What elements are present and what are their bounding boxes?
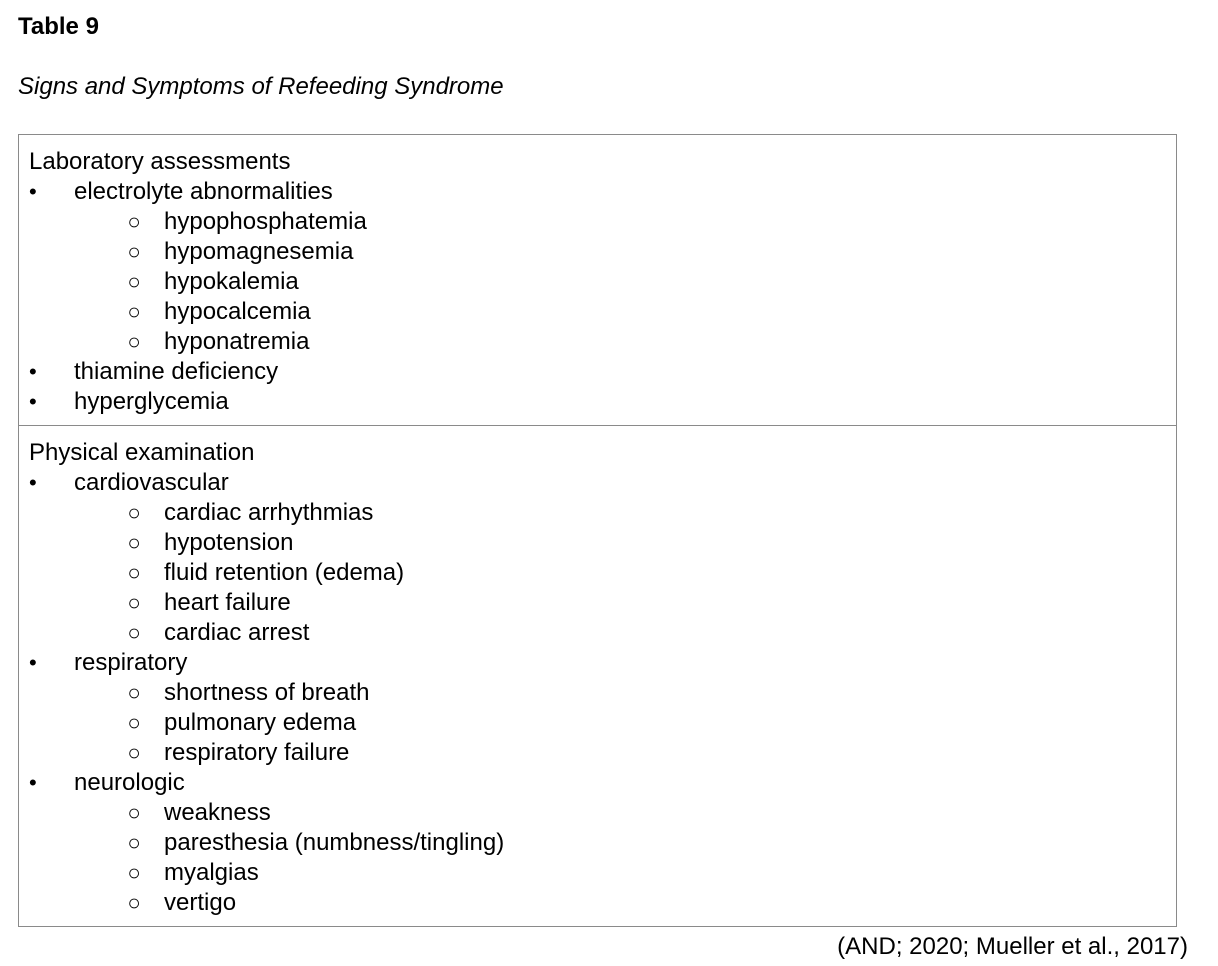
subitem-label: cardiac arrest xyxy=(164,619,310,646)
list-item xyxy=(29,768,1166,918)
list-item xyxy=(29,387,1166,417)
section-laboratory-assessments xyxy=(19,135,1177,426)
sub-list-item xyxy=(74,708,1166,738)
signs-symptoms-table xyxy=(18,134,1177,927)
list-item xyxy=(29,468,1166,648)
list-item xyxy=(29,648,1166,768)
sub-list-item xyxy=(74,798,1166,828)
bullet-disc-icon: • xyxy=(29,650,37,675)
section-physical-examination xyxy=(19,426,1177,927)
bullet-circle-icon: ○ xyxy=(127,680,141,705)
bullet-disc-icon: • xyxy=(29,179,37,204)
table-caption: Signs and Symptoms of Refeeding Syndrome xyxy=(18,73,504,100)
subitem-label: hypomagnesemia xyxy=(164,238,354,265)
sub-list-item xyxy=(74,828,1166,858)
subitem-list xyxy=(74,498,1166,648)
sub-list-item xyxy=(74,888,1166,918)
subitem-label: weakness xyxy=(164,799,271,826)
subitem-label: hypotension xyxy=(164,529,294,556)
subitem-label: paresthesia (numbness/tingling) xyxy=(164,829,505,856)
sub-list-item xyxy=(74,498,1166,528)
subitem-label: cardiac arrhythmias xyxy=(164,499,374,526)
bullet-circle-icon: ○ xyxy=(127,590,141,615)
table-row xyxy=(19,426,1177,927)
sub-list-item xyxy=(74,327,1166,357)
subitem-label: vertigo xyxy=(164,889,237,916)
sub-list-item xyxy=(74,237,1166,267)
item-label: neurologic xyxy=(74,769,185,796)
bullet-disc-icon: • xyxy=(29,770,37,795)
item-label: cardiovascular xyxy=(74,469,229,496)
sub-list-item xyxy=(74,618,1166,648)
bullet-circle-icon: ○ xyxy=(127,500,141,525)
section-heading: Physical examination xyxy=(29,439,255,466)
sub-list-item xyxy=(74,297,1166,327)
sub-list-item xyxy=(74,678,1166,708)
bullet-circle-icon: ○ xyxy=(127,890,141,915)
item-list xyxy=(29,468,1166,918)
bullet-circle-icon: ○ xyxy=(127,620,141,645)
citation: (AND; 2020; Mueller et al., 2017) xyxy=(837,933,1188,960)
bullet-circle-icon: ○ xyxy=(127,560,141,585)
bullet-disc-icon: • xyxy=(29,389,37,414)
subitem-label: hypocalcemia xyxy=(164,298,311,325)
item-label: respiratory xyxy=(74,649,188,676)
sub-list-item xyxy=(74,528,1166,558)
section-heading: Laboratory assessments xyxy=(29,148,291,175)
item-label: electrolyte abnormalities xyxy=(74,178,333,205)
sub-list-item xyxy=(74,207,1166,237)
subitem-label: hypokalemia xyxy=(164,268,299,295)
bullet-disc-icon: • xyxy=(29,359,37,384)
subitem-label: pulmonary edema xyxy=(164,709,357,736)
subitem-list xyxy=(74,678,1166,768)
sub-list-item xyxy=(74,588,1166,618)
sub-list-item xyxy=(74,267,1166,297)
list-item xyxy=(29,357,1166,387)
bullet-circle-icon: ○ xyxy=(127,209,141,234)
item-list xyxy=(29,177,1166,417)
sub-list-item xyxy=(74,858,1166,888)
bullet-circle-icon: ○ xyxy=(127,710,141,735)
subitem-label: respiratory failure xyxy=(164,739,350,766)
table-label: Table 9 xyxy=(18,13,99,40)
item-label: thiamine deficiency xyxy=(74,358,279,385)
subitem-list xyxy=(74,207,1166,357)
bullet-circle-icon: ○ xyxy=(127,740,141,765)
subitem-label: hyponatremia xyxy=(164,328,310,355)
subitem-label: shortness of breath xyxy=(164,679,370,706)
bullet-circle-icon: ○ xyxy=(127,830,141,855)
subitem-label: heart failure xyxy=(164,589,291,616)
subitem-list xyxy=(74,798,1166,918)
bullet-disc-icon: • xyxy=(29,470,37,495)
bullet-circle-icon: ○ xyxy=(127,269,141,294)
bullet-circle-icon: ○ xyxy=(127,800,141,825)
subitem-label: fluid retention (edema) xyxy=(164,559,405,586)
item-label: hyperglycemia xyxy=(74,388,229,415)
list-item xyxy=(29,177,1166,357)
sub-list-item xyxy=(74,738,1166,768)
bullet-circle-icon: ○ xyxy=(127,239,141,264)
subitem-label: myalgias xyxy=(164,859,259,886)
subitem-label: hypophosphatemia xyxy=(164,208,367,235)
table-row xyxy=(19,135,1177,426)
bullet-circle-icon: ○ xyxy=(127,860,141,885)
bullet-circle-icon: ○ xyxy=(127,299,141,324)
bullet-circle-icon: ○ xyxy=(127,329,141,354)
bullet-circle-icon: ○ xyxy=(127,530,141,555)
sub-list-item xyxy=(74,558,1166,588)
